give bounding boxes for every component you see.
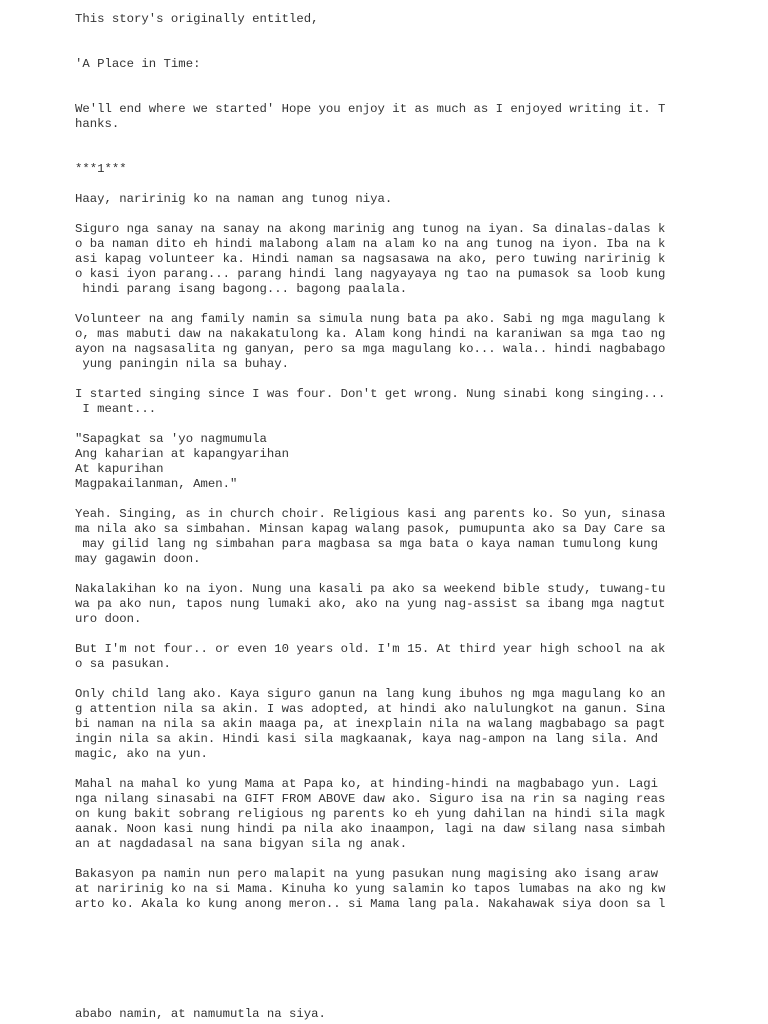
paragraph — [75, 642, 665, 672]
paragraph — [75, 432, 289, 492]
text-line: At kapurihan — [75, 462, 164, 476]
paragraph — [75, 312, 665, 372]
text-line: o kasi iyon parang... parang hindi lang nagyayaya ng tao na pumasok sa loob kung — [75, 267, 666, 281]
paragraph — [75, 57, 200, 72]
text-line: at naririnig ko na si Mama. Kinuha ko yung salamin ko tapos lumabas na ako ng kw — [75, 882, 666, 896]
text-line: But I'm not four.. or even 10 years old. I'm 15. At third year high school na ak — [75, 642, 666, 656]
text-line: ingin nila sa akin. Hindi kasi sila magkaanak, kaya nag-ampon na lang sila. And — [75, 732, 658, 746]
text-line: o sa pasukan. — [75, 657, 171, 671]
text-line: wa pa ako nun, tapos nung lumaki ako, ako na yung nag-assist sa ibang mga nagtut — [75, 597, 666, 611]
text-line: Volunteer na ang family namin sa simula nung bata pa ako. Sabi ng mga magulang k — [75, 312, 666, 326]
text-line: Bakasyon pa namin nun pero malapit na yung pasukan nung magising ako isang araw — [75, 867, 658, 881]
text-line: Ang kaharian at kapangyarihan — [75, 447, 290, 461]
text-line: on kung bakit sobrang religious ng parents ko eh yung dahilan na hindi sila magk — [75, 807, 666, 821]
text-line: hindi parang isang bagong... bagong paalala. — [75, 282, 408, 296]
text-line: arto ko. Akala ko kung anong meron.. si Mama lang pala. Nakahawak siya doon sa l — [75, 897, 666, 911]
text-line: "Sapagkat sa 'yo nagmumula — [75, 432, 267, 446]
text-line: bi naman na nila sa akin maaga pa, at inexplain nila na walang magbabago sa pagt — [75, 717, 666, 731]
paragraph — [75, 222, 665, 297]
text-line: magic, ako na yun. — [75, 747, 208, 761]
text-line: Mahal na mahal ko yung Mama at Papa ko, at hinding-hindi na magbabago yun. Lagi — [75, 777, 658, 791]
text-line: nga nilang sinasabi na GIFT FROM ABOVE daw ako. Siguro isa na rin sa naging reas — [75, 792, 666, 806]
text-line: ma nila ako sa simbahan. Minsan kapag walang pasok, pumupunta ako sa Day Care sa — [75, 522, 666, 536]
paragraph — [75, 507, 665, 567]
paragraph — [75, 867, 665, 912]
text-line: asi kapag volunteer ka. Hindi naman sa nagsasawa na ako, pero tuwing naririnig k — [75, 252, 666, 266]
paragraph — [75, 687, 665, 762]
text-line: g attention nila sa akin. I was adopted, at hindi ako nalulungkot na ganun. Sina — [75, 702, 666, 716]
page-continuation-line: ababo namin, at namumutla na siya. — [75, 1007, 326, 1021]
text-line: o ba naman dito eh hindi malabong alam na alam ko na ang tunog na iyon. Iba na k — [75, 237, 666, 251]
paragraph — [75, 102, 665, 132]
paragraph — [75, 582, 665, 627]
text-line: hanks. — [75, 117, 120, 131]
text-line: This story's originally entitled, — [75, 12, 319, 26]
text-line: may gilid lang ng simbahan para magbasa sa mga bata o kaya naman tumulong kung — [75, 537, 658, 551]
text-line: uro doon. — [75, 612, 142, 626]
text-line: ***1*** — [75, 162, 127, 176]
text-line: may gagawin doon. — [75, 552, 201, 566]
text-line: o, mas mabuti daw na nakakatulong ka. Alam kong hindi na karaniwan sa mga tao ng — [75, 327, 666, 341]
text-line: 'A Place in Time: — [75, 57, 201, 71]
text-line: We'll end where we started' Hope you enjoy it as much as I enjoyed writing it. T — [75, 102, 666, 116]
text-line: Nakalakihan ko na iyon. Nung una kasali pa ako sa weekend bible study, tuwang-tu — [75, 582, 666, 596]
text-line: yung paningin nila sa buhay. — [75, 357, 290, 371]
text-line: an at nagdadasal na sana bigyan sila ng anak. — [75, 837, 408, 851]
text-line: Only child lang ako. Kaya siguro ganun na lang kung ibuhos ng mga magulang ko an — [75, 687, 666, 701]
paragraph — [75, 192, 392, 207]
text-line: I meant... — [75, 402, 157, 416]
paragraph — [75, 162, 127, 177]
paragraph — [75, 12, 319, 27]
text-line: Haay, naririnig ko na naman ang tunog niya. — [75, 192, 393, 206]
paragraph — [75, 777, 665, 852]
text-line: ayon na nagsasalita ng ganyan, pero sa mga magulang ko... wala.. hindi nagbabago — [75, 342, 666, 356]
text-line: I started singing since I was four. Don't get wrong. Nung sinabi kong singing... — [75, 387, 666, 401]
paragraph — [75, 387, 665, 417]
text-line: aanak. Noon kasi nung hindi pa nila ako inaampon, lagi na daw silang nasa simbah — [75, 822, 666, 836]
text-line: Siguro nga sanay na sanay na akong marinig ang tunog na iyan. Sa dinalas-dalas k — [75, 222, 666, 236]
text-line: Yeah. Singing, as in church choir. Religious kasi ang parents ko. So yun, sinasa — [75, 507, 666, 521]
text-line: Magpakailanman, Amen." — [75, 477, 238, 491]
